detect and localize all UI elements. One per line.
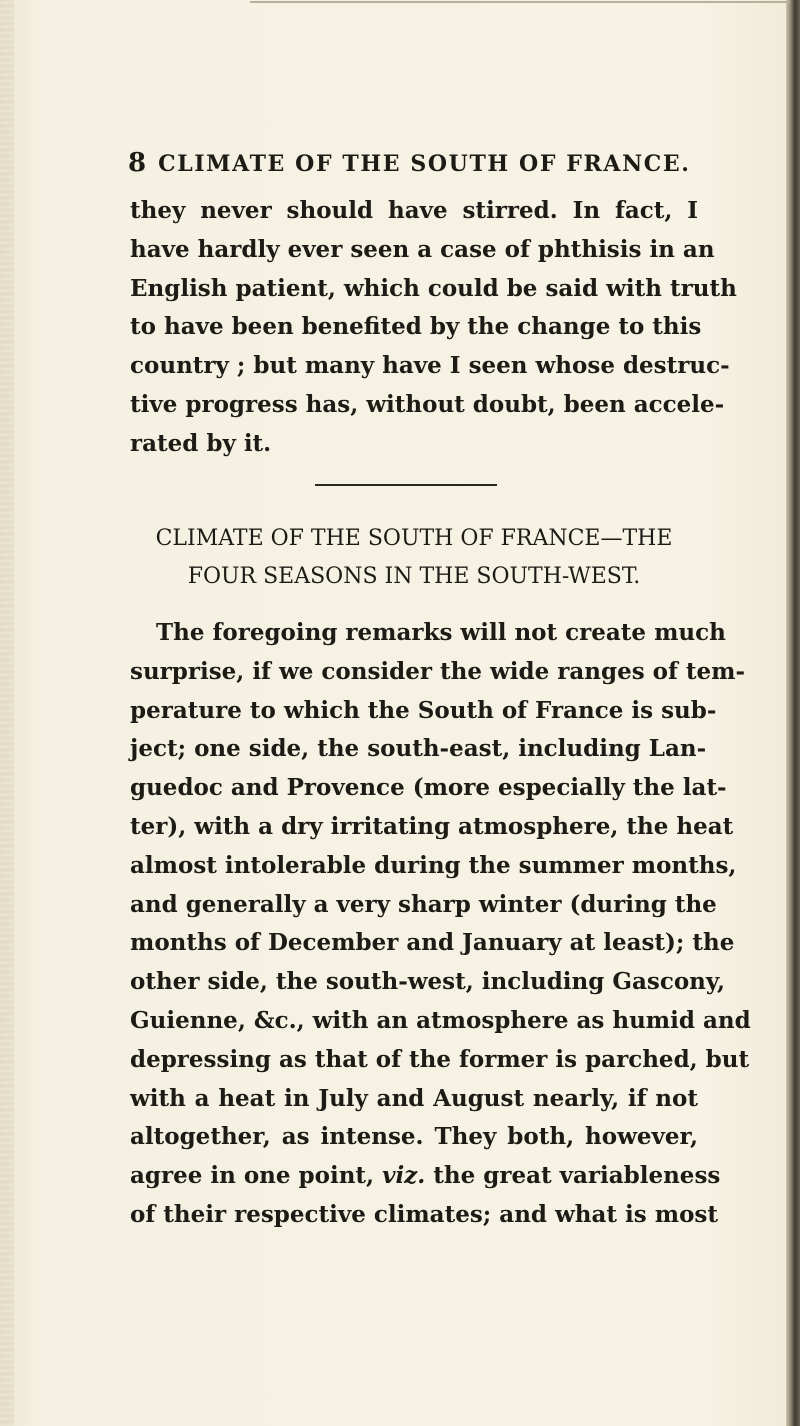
text-line: rated by it. bbox=[130, 429, 272, 457]
text-line: depressing as that of the former is parched, but bbox=[130, 1045, 750, 1073]
running-head-title: CLIMATE OF THE SOUTH OF FRANCE. bbox=[158, 151, 691, 177]
italic-viz: viz. bbox=[382, 1162, 426, 1190]
text-line: of their respective climates; and what is most bbox=[130, 1200, 719, 1228]
page-gutter-edge bbox=[0, 0, 14, 1426]
text-line: ter), with a dry irritating atmosphere, the heat bbox=[130, 812, 734, 840]
text-line: and generally a very sharp winter (during the bbox=[130, 890, 717, 918]
text-line: altogether, as intense. They both, however, bbox=[130, 1123, 698, 1151]
text-line: other side, the south-west, including Gascony, bbox=[130, 968, 726, 996]
text-line: English patient, which could be said with truth bbox=[130, 274, 737, 302]
text-line: to have been benefited by the change to this bbox=[130, 313, 702, 341]
text-line: The foregoing remarks will not create much bbox=[156, 619, 726, 646]
text-line: ject; one side, the south-east, including Lan- bbox=[130, 735, 707, 763]
text-line: almost intolerable during the summer months, bbox=[130, 851, 737, 879]
section-heading-line: FOUR SEASONS IN THE SOUTH-WEST. bbox=[187, 564, 641, 589]
text-line: months of December and January at least); the bbox=[130, 929, 735, 957]
text-line: country ; but many have I seen whose destruc- bbox=[130, 352, 730, 380]
text-line: tive progress has, without doubt, been accele- bbox=[130, 390, 725, 418]
text-line: Guienne, &c., with an atmosphere as humid and bbox=[130, 1006, 751, 1034]
page-number: 8 bbox=[128, 148, 147, 178]
text-segment: agree in one point, bbox=[130, 1162, 383, 1190]
text-line-viz bbox=[130, 1157, 721, 1196]
paragraph-main bbox=[130, 614, 751, 1235]
section-heading-line: CLIMATE OF THE SOUTH OF FRANCE—THE bbox=[155, 526, 673, 551]
text-line: with a heat in July and August nearly, if not bbox=[130, 1084, 698, 1112]
section-divider-rule bbox=[315, 484, 497, 486]
text-line: guedoc and Provence (more especially the lat- bbox=[130, 774, 727, 802]
paragraph-continued bbox=[130, 192, 737, 464]
text-line: perature to which the South of France is sub- bbox=[130, 696, 717, 724]
top-edge-line bbox=[250, 1, 790, 3]
section-heading bbox=[130, 520, 698, 596]
text-line: surprise, if we consider the wide ranges of tem- bbox=[130, 657, 746, 685]
running-head bbox=[128, 148, 691, 178]
page-fore-edge-shadow bbox=[786, 0, 800, 1426]
text-line: have hardly ever seen a case of phthisis in an bbox=[130, 235, 715, 263]
text-line: they never should have stirred. In fact, I bbox=[130, 197, 698, 224]
text-segment: the great variableness bbox=[425, 1162, 721, 1190]
